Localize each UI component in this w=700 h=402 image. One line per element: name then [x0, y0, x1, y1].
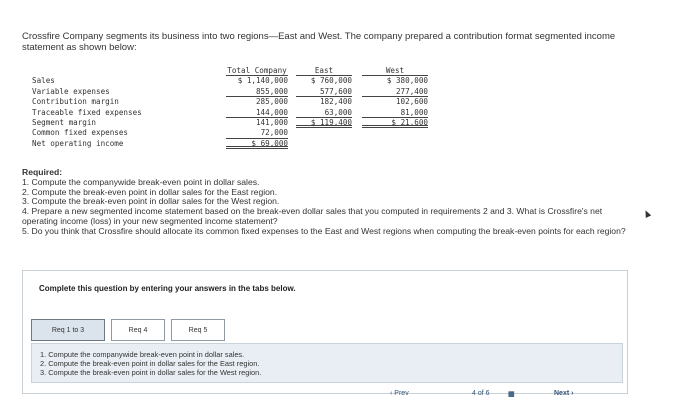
row-label-common-fixed: Common fixed expenses	[32, 128, 129, 138]
west-traceable-fixed: 81,000	[362, 108, 428, 118]
tab-line-3: 3. Compute the break-even point in dollar sales for the West region.	[40, 367, 262, 377]
chevron-right-icon: ›	[571, 390, 574, 397]
east-traceable-fixed: 63,000	[296, 108, 352, 118]
answer-panel	[22, 270, 628, 394]
mouse-cursor-icon	[643, 209, 651, 218]
west-segment-margin: $ 21,600	[362, 118, 428, 128]
prev-button[interactable]	[390, 390, 409, 397]
east-segment-margin: $ 119,400	[296, 118, 352, 128]
next-button[interactable]	[554, 390, 573, 397]
row-label-net-operating-income: Net operating income	[32, 138, 124, 148]
column-total-company	[226, 66, 288, 149]
requirement-tabs	[31, 319, 225, 341]
requirements	[22, 168, 632, 237]
header-west: West	[362, 66, 428, 76]
column-east	[296, 66, 352, 128]
requirement-1: 1. Compute the companywide break-even point in dollar sales.	[22, 176, 260, 187]
header-total-company: Total Company	[227, 66, 287, 75]
requirement-4: 4. Prepare a new segmented income statement based on the break-even dollar sales that you computed in requirements 2 and 3. What is Crossfire's net operating income (loss) in your new segmented income statement?	[22, 206, 603, 226]
tab-req-4[interactable]: Req 4	[111, 319, 165, 341]
row-label-sales: Sales	[32, 76, 55, 86]
requirement-3: 3. Compute the break-even point in dollar sales for the West region.	[22, 196, 280, 207]
tab-req-5[interactable]: Req 5	[171, 319, 225, 341]
tab-req-1-to-3[interactable]: Req 1 to 3	[31, 319, 105, 341]
tab-line-1: 1. Compute the companywide break-even point in dollar sales.	[40, 350, 245, 359]
east-contribution-margin: 182,400	[319, 97, 352, 107]
prev-label: Prev	[394, 390, 409, 397]
total-traceable-fixed: 144,000	[226, 108, 288, 118]
bottom-navigation	[380, 390, 700, 402]
total-variable-expenses: 855,000	[226, 87, 288, 97]
east-sales: $ 760,000	[310, 76, 352, 86]
requirements-title: Required:	[22, 167, 63, 177]
east-variable-expenses: 577,600	[296, 87, 352, 97]
requirement-5: 5. Do you think that Crossfire should allocate its common fixed expenses to the East and West regions when computing the break-even points for each region?	[22, 225, 626, 236]
page-indicator: 4 of 6	[472, 390, 490, 397]
statement-labels	[32, 66, 142, 149]
total-net-operating-income: $ 69,000	[226, 139, 288, 149]
column-west	[362, 66, 428, 128]
total-common-fixed: 72,000	[226, 128, 288, 138]
total-contribution-margin: 285,000	[255, 97, 288, 107]
next-label: Next	[554, 390, 570, 397]
header-east: East	[296, 66, 352, 76]
active-tab-content	[31, 343, 623, 383]
west-sales: $ 380,000	[386, 76, 428, 86]
problem-intro: Crossfire Company segments its business into two regions—East and West. The company prepared a contribution format segmented income statement as shown below:	[22, 31, 616, 53]
panel-heading: Complete this question by entering your answers in the tabs below.	[39, 284, 296, 293]
row-label-segment-margin: Segment margin	[32, 117, 97, 127]
west-variable-expenses: 277,400	[362, 87, 428, 97]
grid-icon[interactable]: ▦	[508, 391, 515, 398]
row-label-variable-expenses: Variable expenses	[32, 86, 110, 96]
requirement-2: 2. Compute the break-even point in dollar sales for the East region.	[22, 186, 278, 197]
row-label-traceable-fixed: Traceable fixed expenses	[32, 107, 142, 117]
chevron-left-icon: ‹	[390, 390, 393, 397]
tab-line-2: 2. Compute the break-even point in dollar sales for the East region.	[40, 358, 260, 368]
row-label-contribution-margin: Contribution margin	[32, 97, 119, 107]
west-contribution-margin: 102,600	[395, 97, 428, 107]
total-segment-margin: 141,000	[255, 117, 288, 127]
total-sales: $ 1,140,000	[237, 76, 288, 86]
